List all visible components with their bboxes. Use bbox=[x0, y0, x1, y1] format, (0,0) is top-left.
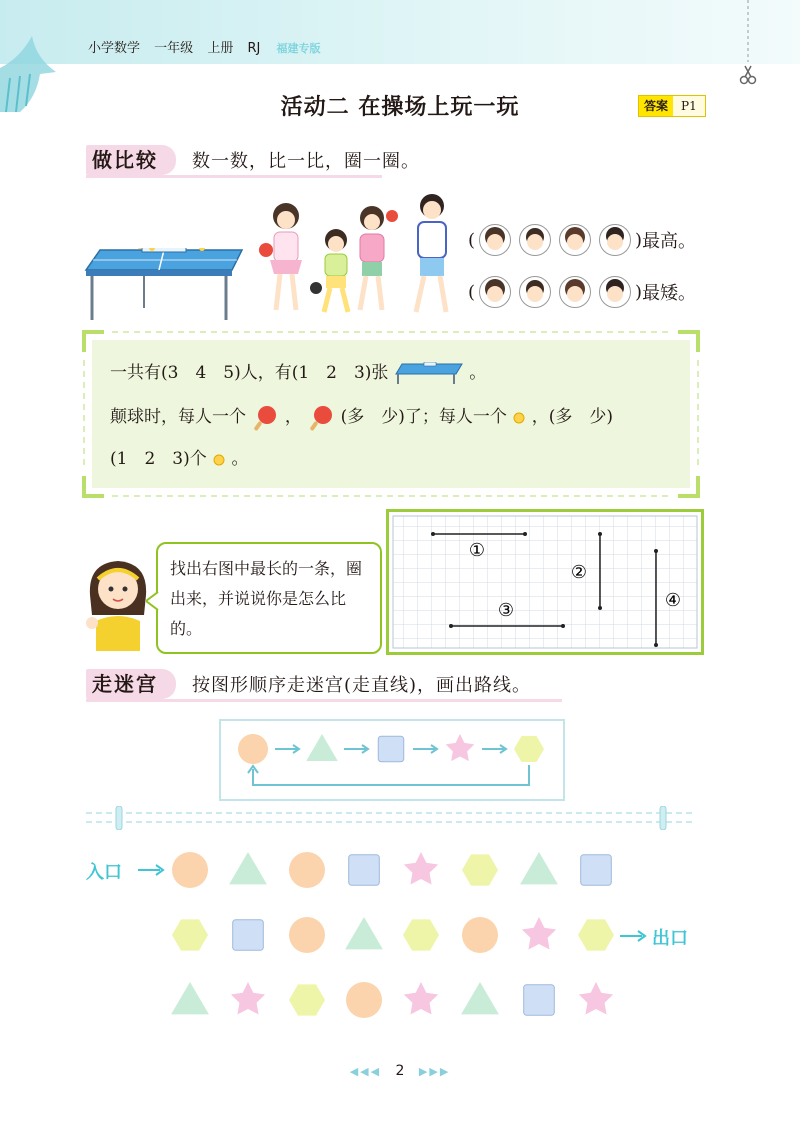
face-option-boy-tallest[interactable] bbox=[599, 224, 631, 256]
triangle-shape[interactable] bbox=[520, 852, 558, 884]
hexagon-shape[interactable] bbox=[578, 919, 614, 950]
hexagon-shape[interactable] bbox=[462, 854, 498, 885]
square-shape[interactable] bbox=[349, 855, 380, 886]
triangle-shape[interactable] bbox=[461, 982, 499, 1014]
star-shape[interactable] bbox=[579, 982, 613, 1015]
answer-reference-tag[interactable] bbox=[638, 95, 706, 117]
grid-svg bbox=[389, 512, 701, 652]
circle-shape[interactable] bbox=[172, 852, 208, 888]
footer-right-arrows: ▶▶▶ bbox=[418, 1065, 451, 1078]
section-compare-underline bbox=[86, 175, 382, 178]
question-2-text-b: (多 少)了；每人一个 bbox=[340, 407, 507, 427]
face-option-boy-short[interactable] bbox=[519, 276, 551, 308]
star-shape[interactable] bbox=[404, 852, 438, 885]
speech-bubble-text: 找出右图中最长的一条，圈出来，并说说你是怎么比的。 bbox=[170, 559, 363, 638]
sequence-loop-arrow-icon bbox=[253, 765, 529, 785]
scissors-icon bbox=[741, 66, 756, 84]
header-book-info bbox=[88, 37, 330, 56]
ping-pong-table-illustration bbox=[82, 248, 247, 323]
header-item-edition-code: RJ bbox=[247, 41, 261, 56]
section-maze-underline bbox=[86, 699, 562, 702]
section-maze-instruction: 按图形顺序走迷宫(走直线)，画出路线。 bbox=[192, 675, 532, 696]
maze-sequence-svg bbox=[221, 721, 563, 799]
header-item-subject: 小学数学 bbox=[88, 41, 141, 56]
segment-label-3: ③ bbox=[497, 600, 515, 621]
page-number: 2 bbox=[395, 1063, 405, 1079]
question-3-text: (1 2 3)个 bbox=[110, 449, 207, 469]
speech-bubble-tail bbox=[146, 592, 160, 610]
section-compare-instruction: 数一数，比一比，圈一圈。 bbox=[192, 151, 420, 172]
girl-tall-figure bbox=[259, 203, 302, 310]
page-footer bbox=[0, 1063, 800, 1079]
speech-bubble bbox=[156, 542, 382, 654]
sequence-triangle-shape bbox=[306, 734, 338, 761]
shortest-option-row bbox=[468, 276, 696, 308]
hexagon-shape[interactable] bbox=[289, 984, 325, 1015]
question-2-text-c: ，(多 少) bbox=[531, 407, 613, 427]
face-option-boy-short[interactable] bbox=[519, 224, 551, 256]
circle-shape[interactable] bbox=[346, 982, 382, 1018]
maze-shapes-grid bbox=[160, 840, 640, 1030]
question-1-text: 一共有(3 4 5)人，有(1 2 3)张 bbox=[110, 363, 389, 383]
segment-label-1: ① bbox=[468, 540, 486, 561]
question-1-end: 。 bbox=[469, 363, 487, 383]
paren-close: ) bbox=[635, 229, 643, 251]
segment-label-4: ④ bbox=[664, 590, 682, 611]
answer-tag-page: P1 bbox=[673, 96, 705, 116]
sequence-arrow-icon bbox=[275, 745, 299, 753]
header-edition: 福建专版 bbox=[276, 42, 321, 55]
question-3-end: 。 bbox=[231, 449, 249, 469]
face-option-girl-medium[interactable] bbox=[559, 224, 591, 256]
line-comparison-grid bbox=[386, 509, 704, 655]
triangle-shape[interactable] bbox=[229, 852, 267, 884]
square-shape[interactable] bbox=[524, 985, 555, 1016]
star-shape[interactable] bbox=[231, 982, 265, 1015]
maze-exit-label: 出口 bbox=[652, 928, 688, 949]
hexagon-shape[interactable] bbox=[172, 919, 208, 950]
face-option-boy-tallest[interactable] bbox=[599, 276, 631, 308]
tallest-label: 最高。 bbox=[642, 231, 697, 252]
question-2-comma: ， bbox=[284, 407, 302, 427]
square-shape[interactable] bbox=[233, 920, 264, 951]
star-shape[interactable] bbox=[404, 982, 438, 1015]
triangle-shape[interactable] bbox=[171, 982, 209, 1014]
face-option-girl-tall[interactable] bbox=[479, 224, 511, 256]
star-shape[interactable] bbox=[522, 917, 556, 950]
sequence-square-shape bbox=[378, 736, 404, 762]
maze-entrance-label: 入口 bbox=[86, 862, 122, 883]
section-compare-heading bbox=[86, 144, 420, 176]
maze-sequence-reference bbox=[219, 719, 565, 801]
header-item-grade: 一年级 bbox=[154, 41, 194, 56]
boy-short-figure bbox=[310, 229, 348, 312]
sequence-arrow-icon bbox=[413, 745, 437, 753]
header-item-volume: 上册 bbox=[207, 41, 234, 56]
footer-left-arrows: ◀◀◀ bbox=[349, 1065, 382, 1078]
circle-shape[interactable] bbox=[462, 917, 498, 953]
girl-medium-figure bbox=[360, 206, 398, 310]
shortest-label: 最矮。 bbox=[642, 283, 697, 304]
cut-separator bbox=[86, 806, 696, 830]
section-maze-badge: 走迷宫 bbox=[86, 669, 176, 699]
circle-shape[interactable] bbox=[289, 852, 325, 888]
paren-close: ) bbox=[635, 281, 643, 303]
sequence-hexagon-shape bbox=[514, 736, 544, 762]
face-option-girl-medium[interactable] bbox=[559, 276, 591, 308]
hexagon-shape[interactable] bbox=[403, 919, 439, 950]
face-option-girl-tall[interactable] bbox=[479, 276, 511, 308]
square-shape[interactable] bbox=[581, 855, 612, 886]
sequence-arrow-icon bbox=[344, 745, 368, 753]
page-title: 活动二 在操场上玩一玩 bbox=[280, 95, 520, 120]
girl-character-illustration bbox=[82, 555, 154, 651]
scissors-cut-line bbox=[736, 0, 760, 90]
sequence-arrow-icon bbox=[482, 745, 506, 753]
question-2-text-a: 颠球时，每人一个 bbox=[110, 407, 246, 427]
four-children-walking-illustration bbox=[252, 192, 462, 320]
paren-open: ( bbox=[468, 229, 476, 251]
triangle-shape[interactable] bbox=[345, 917, 383, 949]
tallest-option-row bbox=[468, 224, 696, 256]
section-compare-badge: 做比较 bbox=[86, 145, 176, 175]
boy-tallest-figure bbox=[416, 194, 446, 312]
section-maze-heading bbox=[86, 668, 531, 700]
paren-open: ( bbox=[468, 281, 476, 303]
answer-tag-label: 答案 bbox=[639, 96, 673, 116]
sequence-circle-shape bbox=[238, 734, 268, 764]
segment-label-2: ② bbox=[570, 562, 588, 583]
circle-shape[interactable] bbox=[289, 917, 325, 953]
sequence-star-shape bbox=[446, 734, 475, 761]
question-box-frame bbox=[82, 330, 700, 498]
